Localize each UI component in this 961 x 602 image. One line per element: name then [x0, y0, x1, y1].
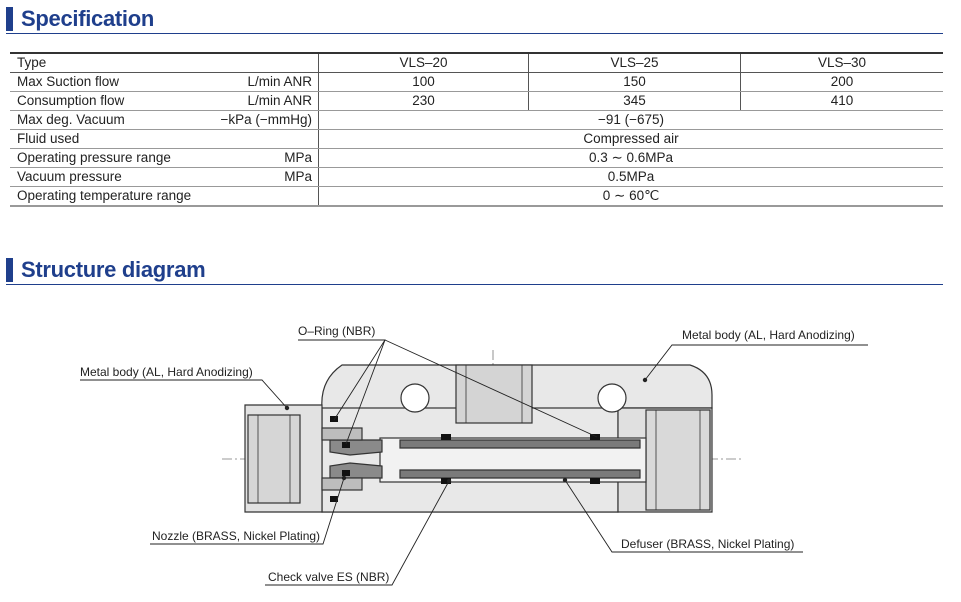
table-cell: 150: [529, 73, 741, 92]
row-label: Max Suction flow: [17, 74, 120, 89]
table-row: [10, 73, 943, 92]
row-unit: L/min ANR: [247, 93, 312, 108]
table-cell: Compressed air: [319, 130, 944, 149]
table-cell: −91 (−675): [319, 111, 944, 130]
model-vls20: VLS‒20: [319, 53, 529, 73]
table-row: [10, 187, 943, 207]
defuser-label: Defuser (BRASS, Nickel Plating): [621, 537, 795, 551]
table-cell: 0 ∼ 60℃: [319, 187, 944, 207]
row-label: Fluid used: [17, 131, 80, 146]
table-cell: 345: [529, 92, 741, 111]
table-header-row: [10, 53, 943, 73]
table-row: [10, 92, 943, 111]
table-row: [10, 168, 943, 187]
table-cell: 410: [741, 92, 944, 111]
oring-label: O–Ring (NBR): [298, 324, 376, 338]
row-unit: MPa: [284, 150, 312, 165]
table-cell: 0.3 ∼ 0.6MPa: [319, 149, 944, 168]
structure-title: Structure diagram: [21, 257, 206, 282]
row-label: Max deg. Vacuum: [17, 112, 125, 127]
structure-heading: [6, 256, 205, 284]
model-vls25: VLS‒25: [529, 53, 741, 73]
mounting-hole-left: [401, 384, 429, 412]
row-unit: MPa: [284, 169, 312, 184]
row-label: Consumption flow: [17, 93, 125, 108]
heading-accent-bar: [6, 7, 13, 31]
row-label: Vacuum pressure: [17, 169, 122, 184]
specification-table: [10, 52, 943, 207]
row-label: Operating temperature range: [17, 188, 192, 203]
metal-body-right-label: Metal body (AL, Hard Anodizing): [682, 328, 855, 342]
specification-heading: [6, 5, 154, 33]
table-cell: 0.5MPa: [319, 168, 944, 187]
inlet-fitting-shape: [245, 405, 322, 512]
structure-rule: [6, 284, 943, 285]
table-row: [10, 130, 943, 149]
specification-title: Specification: [21, 6, 155, 31]
row-unit: L/min ANR: [247, 74, 312, 89]
diffuser-tube-shape: [380, 438, 646, 482]
row-unit: −kPa (−mmHg): [220, 112, 312, 127]
specification-rule: [6, 33, 943, 34]
model-vls30: VLS‒30: [741, 53, 944, 73]
heading-accent-bar: [6, 258, 13, 282]
metal-body-left-label: Metal body (AL, Hard Anodizing): [80, 365, 253, 379]
table-row: [10, 111, 943, 130]
table-row: [10, 149, 943, 168]
ejector-cross-section-diagram: [0, 300, 961, 602]
row-label: Operating pressure range: [17, 150, 171, 165]
mounting-hole-right: [598, 384, 626, 412]
check-valve-label: Check valve ES (NBR): [268, 570, 390, 584]
nozzle-label: Nozzle (BRASS, Nickel Plating): [152, 529, 321, 543]
table-cell: 230: [319, 92, 529, 111]
table-cell: 100: [319, 73, 529, 92]
type-label: Type: [10, 53, 319, 73]
table-cell: 200: [741, 73, 944, 92]
